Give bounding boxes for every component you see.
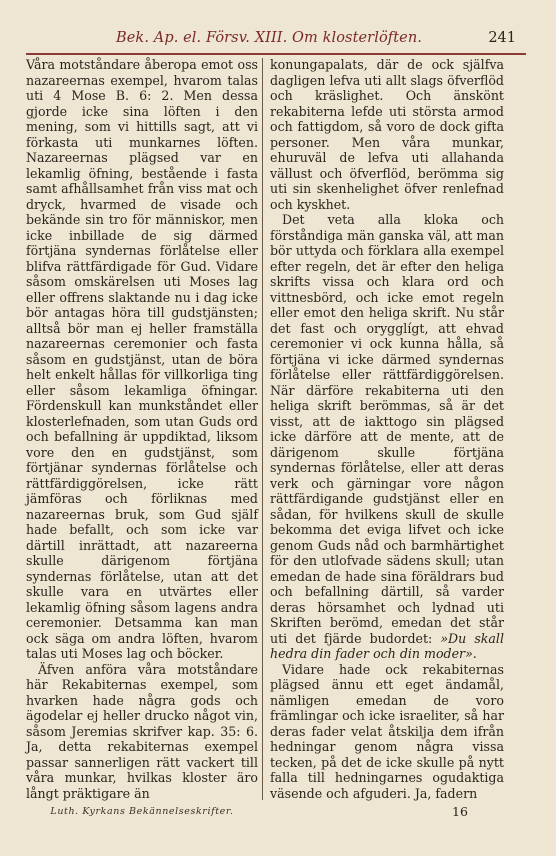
left-paragraph-2: Äfven anföra våra motståndare här Rekabiternas exempel, som hvarken hade några gods och ägodelar ej heller drucko något vin, såsom Jeremias skrifver kap. 35: 6. Ja, detta rekabiternas exempel passar sannerligen rätt vackert till våra munkar, hvilkas kloster äro långt präktigare än [26,661,258,801]
signature-mark: 16 [452,804,468,819]
page-number: 241 [488,30,516,46]
page-header [26,30,526,54]
commandment-quote: »Du skall hedra din fader och din moder». [270,630,504,661]
right-paragraph-1: konungapalats, där de ock själfva dagligen lefva uti allt slags öfverflöd och kräslighet. Och änskönt rekabiterna lefde uti största armod och fattigdom, så voro de dock gifta personer. Men våra munkar, ehuruväl de lefva uti allahanda vällust och öfverflöd, berömma sig uti sin skenhelighet öfver renlefnad och kyskhet. [270,57,504,212]
footer-source: Luth. Kyrkans Bekännelseskrifter. [50,806,234,817]
right-paragraph-2 [270,212,504,662]
right-paragraph-2-text: Det veta alla kloka och förståndiga män ganska väl, att man bör uttyda och förklara alla exempel efter regeln, det är efter den heliga skrifts vissa och klara ord och vittnesbörd, och icke emot regeln eller emot den heliga skrift. Nu står det fast och orygglígt, att ehvad ceremonier vi ock kunna hålla, så förtjäna vi icke därmed syndernas förlåtelse eller rättfärdiggörelsen. När därföre rekabiterna uti den heliga skrift berömmas, så är det visst, att de iakttogo sin plägsed icke därföre att de mente, att de därigenom skulle förtjäna syndernas förlåtelse, eller att deras verk och gärningar vore någon rättfärdigande gudstjänst eller en sådan, för hvilkens skull de skulle bekomma det eviga lifvet och icke genom Guds nåd och barmhärtighet för den utlofvade sädens skull; utan emedan de hade sina föräldrars bud och befallning därtill, så varder deras hörsamhet och lydnad uti Skriften berömd, emedan det står uti det fjärde budordet: [270,212,504,646]
right-column [270,57,504,801]
column-divider [262,58,263,800]
left-column [26,57,258,801]
header-rule [26,53,526,55]
left-paragraph-1: Våra motståndare åberopa emot oss nazareernas exempel, hvarom talas uti 4 Mose B. 6: 2. Men dessa gjorde icke sina löften i den mening, som vi hittills sagt, att vi förkasta uti munkarnes löften. Nazareernas plägsed var en lekamlig öfning, bestående i fasta samt afhållsamhet från viss mat och dryck, hvarmed de visade och bekände sin tro för människor, men icke inbillade de sig därmed förtjäna syndernas förlåtelse eller blifva rättfärdigade för Gud. Vidare såsom omskärelsen uti Moses lag eller offrens slaktande nu i dag icke bör antagas höra till gudstjänsten; alltså bör man ej heller framställa nazareernas ceremonier och fasta såsom en gudstjänst, utan de böra helt enkelt hållas för villkorliga ting eller såsom lekamliga öfningar. Fördenskull kan munkståndet eller klosterlefnaden, som utan Guds ord och befallning är uppdiktad, liksom vore den en gudstjänst, som förtjänar syndernas förlåtelse och rättfärdiggörelsen, icke rätt jämföras och förliknas med nazareernas bruk, som Gud själf hade befallt, och som icke var därtill inrättadt, att nazareerna skulle därigenom förtjäna syndernas förlåtelse, utan att det skulle vara en utvärtes eller lekamlig öfning såsom lagens andra ceremonier. Detsamma kan man ock säga om andra löften, hvarom talas uti Moses lag och böcker. [26,57,258,661]
right-paragraph-3: Vidare hade ock rekabiternas plägsed ännu ett eget ändamål, nämligen emedan de voro främlingar och icke israeliter, så har deras fader velat åtskilja dem ifrån hedningar genom några vissa tecken, på det de icke skulle på nytt falla till hedningarnes ogudaktiga väsende och afguderi. Ja, fadern [270,661,504,801]
running-title: Bek. Ap. el. Försv. XIII. Om klosterlöften. [116,30,423,46]
